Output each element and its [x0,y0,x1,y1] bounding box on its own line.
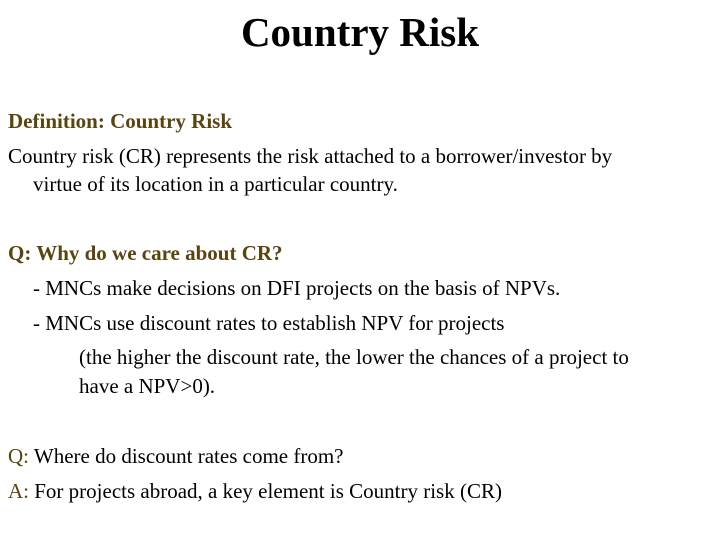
question-1-bullet-2: - MNCs use discount rates to establish NPV for projects [33,311,505,335]
question-1-sub-line-2: have a NPV>0). [79,374,216,398]
definition-text-line-2: virtue of its location in a particular country. [33,172,398,196]
question-2-line [8,443,344,469]
question-2-prefix: Q: [8,444,29,468]
slide-title: Country Risk [240,9,480,55]
question-1-sub-line-1: (the higher the discount rate, the lower the chances of a project to [79,345,629,369]
question-1-bullet-1: - MNCs make decisions on DFI projects on the basis of NPVs. [33,276,561,300]
definition-text-line-1: Country risk (CR) represents the risk attached to a borrower/investor by [8,144,613,168]
answer-2-prefix: A: [8,479,29,503]
question-1-heading: Q: Why do we care about CR? [8,241,283,265]
definition-heading: Definition: Country Risk [8,109,233,133]
answer-2-line [8,478,502,504]
answer-2-text: For projects abroad, a key element is Country risk (CR) [29,479,502,503]
question-2-text: Where do discount rates come from? [29,444,344,468]
